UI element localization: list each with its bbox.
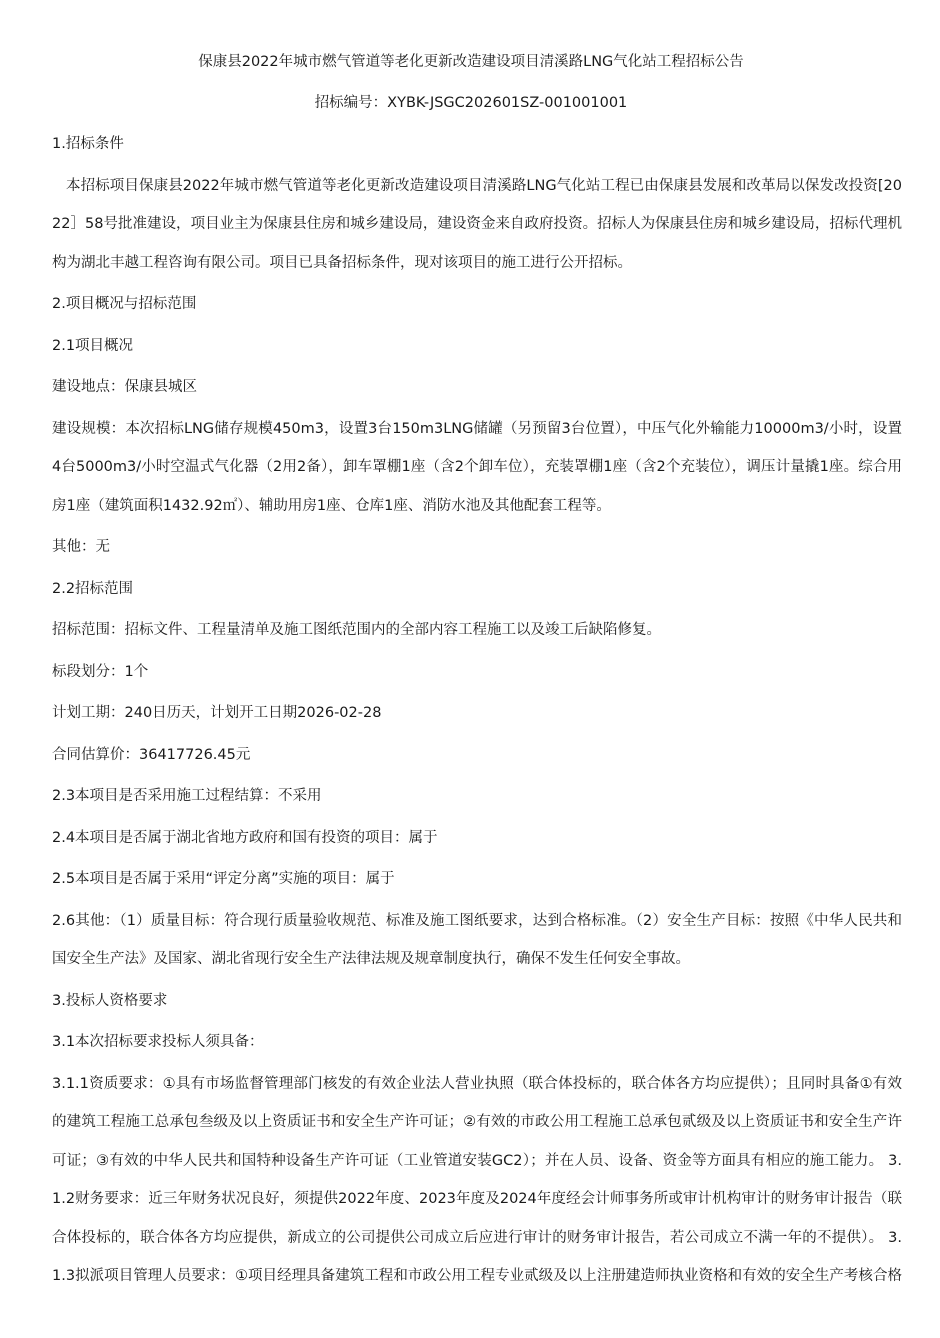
- paragraph-construction-site: 建设地点：保康县城区: [52, 379, 197, 395]
- document-title: 保康县2022年城市燃气管道等老化更新改造建设项目清溪路LNG气化站工程招标公告: [198, 54, 744, 70]
- section-heading-2-1: 2.1项目概况: [52, 337, 134, 354]
- paragraph-bidding-scope: 招标范围：招标文件、工程量清单及施工图纸范围内的全部内容工程施工以及竣工后缺陷修复。: [52, 622, 661, 638]
- paragraph-planned-duration: 计划工期：240日历天，计划开工日期2026-02-28: [52, 705, 382, 721]
- paragraph-contract-estimate: 合同估算价：36417726.45元: [52, 746, 251, 763]
- bid-number: 招标编号：XYBK-JSGC202601SZ-001001001: [314, 95, 628, 111]
- paragraph-2-5: 2.5本项目是否属于采用“评定分离”实施的项目：属于: [52, 871, 395, 887]
- paragraph-2-6: 2.6其他：（1）质量目标：符合现行质量验收规范、标准及施工图纸要求，达到合格标准。（2）安全生产目标：按照《中华人民共和国安全生产法》及国家、湖北省现行安全生产法律法规及规章制度执行，确保不发生任何安全事故。: [52, 912, 902, 967]
- paragraph-2-4: 2.4本项目是否属于湖北省地方政府和国有投资的项目：属于: [52, 829, 438, 846]
- section-heading-3: 3.投标人资格要求: [52, 992, 168, 1009]
- paragraph-bidding-conditions: 本招标项目保康县2022年城市燃气管道等老化更新改造建设项目清溪路LNG气化站工程已由保康县发展和改革局以保发改投资[2022］58号批准建设，项目业主为保康县住房和城乡建设局，建设资金来自政府投资。招标人为保康县住房和城乡建设局，招标代理机构为湖北丰越工程咨询有限公司。项目已具备招标条件，现对该项目的施工进行公开招标。: [52, 177, 902, 271]
- section-heading-3-1: 3.1本次招标要求投标人须具备：: [52, 1034, 264, 1050]
- section-heading-2-2: 2.2招标范围: [52, 580, 134, 597]
- paragraph-other: 其他：无: [52, 539, 110, 555]
- paragraph-qualification-requirements: 3.1.1资质要求：①具有市场监督管理部门核发的有效企业法人营业执照（联合体投标的，联合体各方均应提供）；且同时具备①有效的建筑工程施工总承包叁级及以上资质证书和安全生产许可证；②有效的市政公用工程施工总承包贰级及以上资质证书和安全生产许可证；③有效的中华人民共和国特种设备生产许可证（工业管道安装GC2）；并在人员、设备、资金等方面具有相应的施工能力。 3.1.2财务要求：近三年财务状况良好，须提供2022年度、2023年度及2024年度经会计师事务所或审计机构审计的财务审计报告（联合体投标的，联合体各方均应提供，新成立的公司提供公司成立后应进行审计的财务审计报告，若公司成立不满一年的不提供）。 3.1.3拟派项目管理人员要求：①项目经理具备建筑工程和市政公用工程专业贰级及以上注册建造师执业资格和有效的安全生产考核合格: [52, 1075, 902, 1284]
- paragraph-lot-division: 标段划分：1个: [52, 663, 149, 680]
- section-heading-2: 2.项目概况与招标范围: [52, 296, 197, 312]
- paragraph-2-3: 2.3本项目是否采用施工过程结算：不采用: [52, 788, 322, 804]
- section-heading-1: 1.招标条件: [52, 136, 124, 152]
- paragraph-construction-scale: 建设规模：本次招标LNG储存规模450m3，设置3台150m3LNG储罐（另预留3台位置），中压气化外输能力10000m3/小时，设置4台5000m3/小时空温式气化器（2用2备），卸车罩棚1座（含2个卸车位），充装罩棚1座（含2个充装位），调压计量撬1座。综合用房1座（建筑面积1432.92㎡）、辅助用房1座、仓库1座、消防水池及其他配套工程等。: [52, 420, 902, 514]
- page-cutoff: [0, 1298, 940, 1338]
